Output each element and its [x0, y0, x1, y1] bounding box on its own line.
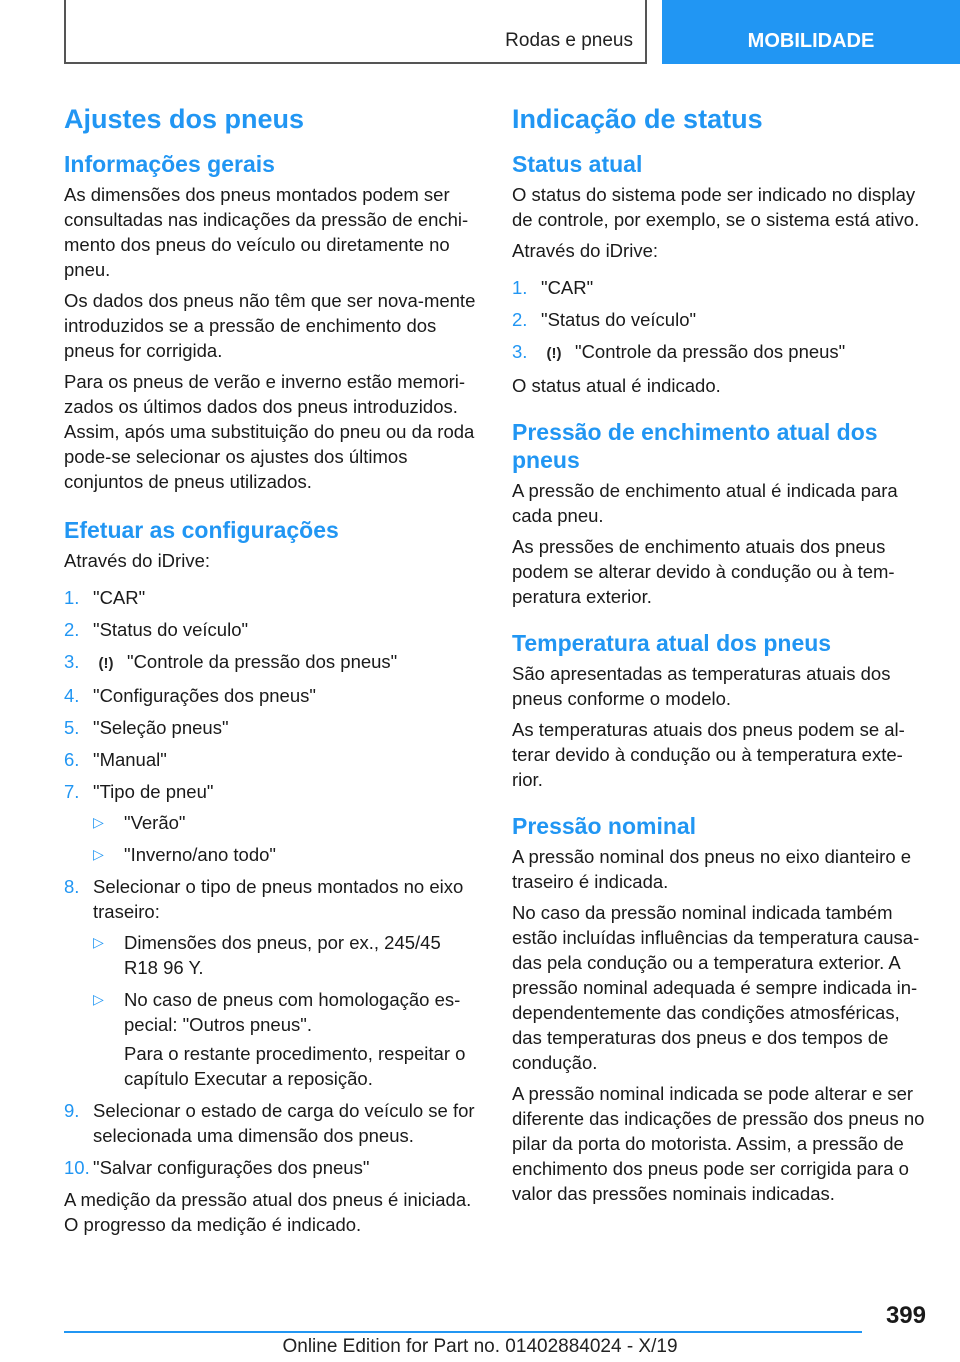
list-item: [64, 649, 478, 676]
header-section-box: [64, 0, 647, 64]
paragraph: No caso da pressão nominal indicada também estão incluídas influências da temperatura causa-das pela condução ou a temperatura exterior. A pressão nominal adequada é sempre indicada in-dependentemente das condições atmosféricas, das temperaturas dos pneus e dos tempos de condução.: [512, 902, 920, 1073]
tire-pressure-warning-icon: (!): [546, 345, 562, 362]
paragraph: Através do iDrive:: [64, 550, 210, 571]
step-number: 8.: [64, 876, 80, 897]
step-number: 7.: [64, 781, 80, 802]
list-item: [512, 275, 926, 300]
step-text: Selecionar o tipo de pneus montados no eixo traseiro:: [93, 876, 464, 922]
list-item: [64, 585, 478, 610]
list-item: [512, 307, 926, 332]
heading-current-status: Status atual: [512, 151, 643, 177]
paragraph: Através do iDrive:: [512, 240, 658, 261]
step-number: 10.: [64, 1157, 90, 1178]
paragraph: As dimensões dos pneus montados podem ser consultadas nas indicações da pressão de enchi-mento dos pneus do veículo ou diretamente no pneu.: [64, 184, 469, 280]
left-column: [64, 96, 478, 1243]
step-text: "CAR": [541, 277, 594, 298]
step-text: "CAR": [93, 587, 146, 608]
step-text: "Controle da pressão dos pneus": [575, 341, 846, 362]
right-column: [512, 96, 926, 1212]
paragraph: Os dados dos pneus não têm que ser nova-mente introduzidos se a pressão de enchimento dos pneus for corrigida.: [64, 290, 476, 361]
header-section-title: Rodas e pneus: [505, 30, 633, 51]
paragraph: A pressão nominal indicada se pode alterar e ser diferente das indicações de pressão dos pneus no pilar da porta do motorista. Assim, a pressão de enchimento dos pneus pode ser corrigida para o valor das pressões nominais indicadas.: [512, 1083, 925, 1204]
paragraph: A pressão nominal dos pneus no eixo dianteiro e traseiro é indicada.: [512, 846, 912, 892]
heading-current-temperature: Temperatura atual dos pneus: [512, 630, 832, 656]
sub-list: [93, 810, 478, 867]
triangle-bullet-icon: ▷: [93, 846, 104, 862]
list-item: [64, 1098, 478, 1148]
step-number: 3.: [64, 651, 80, 672]
step-number: 6.: [64, 749, 80, 770]
list-item: [64, 617, 478, 642]
step-number: 3.: [512, 341, 528, 362]
step-text: "Status do veículo": [541, 309, 697, 330]
list-item: [512, 339, 926, 366]
step-text: Selecionar o estado de carga do veículo se for selecionada uma dimensão dos pneus.: [93, 1100, 475, 1146]
step-number: 1.: [64, 587, 80, 608]
step-text: "Seleção pneus": [93, 717, 229, 738]
triangle-bullet-icon: ▷: [93, 934, 104, 950]
step-number: 2.: [64, 619, 80, 640]
list-item: [64, 1155, 478, 1180]
step-text: "Configurações dos pneus": [93, 685, 316, 706]
list-item: [64, 747, 478, 772]
heading-nominal-pressure: Pressão nominal: [512, 813, 697, 839]
step-number: 2.: [512, 309, 528, 330]
step-text: "Tipo de pneu": [93, 781, 214, 802]
heading-current-pressure: Pressão de enchimento atual dos pneus: [512, 419, 878, 473]
section-title-tire-settings: Ajustes dos pneus: [64, 104, 305, 134]
step-number: 9.: [64, 1100, 80, 1121]
footer-edition-text: Online Edition for Part no. 01402884024 - X/19: [282, 1336, 678, 1357]
paragraph: A medição da pressão atual dos pneus é iniciada. O progresso da medição é indicado.: [64, 1189, 472, 1235]
footer-divider: [64, 1331, 862, 1333]
list-item: [64, 683, 478, 708]
settings-steps-list: [64, 585, 478, 1180]
sub-item-text: "Verão": [124, 812, 186, 833]
paragraph: As temperaturas atuais dos pneus podem se al-terar devido à condução ou à temperatura exte-rior.: [512, 719, 905, 790]
triangle-bullet-icon: ▷: [93, 814, 104, 830]
status-steps-list: [512, 275, 926, 366]
sub-item-text: No caso de pneus com homologação es-pecial: "Outros pneus".: [124, 989, 461, 1035]
sub-list: [93, 930, 478, 1091]
heading-make-settings: Efetuar as configurações: [64, 517, 339, 543]
sub-list-item: [93, 842, 478, 867]
list-item: [64, 715, 478, 740]
triangle-bullet-icon: ▷: [93, 991, 104, 1007]
step-number: 4.: [64, 685, 80, 706]
sub-list-item: [93, 930, 478, 980]
sub-item-text: "Inverno/ano todo": [124, 844, 276, 865]
sub-list-item: [93, 987, 478, 1091]
sub-list-item: [93, 810, 478, 835]
paragraph: São apresentadas as temperaturas atuais dos pneus conforme o modelo.: [512, 663, 891, 709]
list-item: [64, 779, 478, 867]
list-item: [64, 874, 478, 1091]
step-text: "Status do veículo": [93, 619, 249, 640]
paragraph: A pressão de enchimento atual é indicada para cada pneu.: [512, 480, 898, 526]
heading-general-info: Informações gerais: [64, 151, 275, 177]
step-number: 5.: [64, 717, 80, 738]
paragraph: O status do sistema pode ser indicado no display de controle, por exemplo, se o sistema está ativo.: [512, 184, 920, 230]
tire-pressure-warning-icon: (!): [98, 655, 114, 672]
sub-item-text: Dimensões dos pneus, por ex., 245/45 R18 96 Y.: [124, 932, 441, 978]
step-text: "Salvar configurações dos pneus": [93, 1157, 370, 1178]
page-number: 399: [885, 1302, 926, 1329]
sub-item-note: Para o restante procedimento, respeitar o capítulo Executar a reposição.: [124, 1043, 466, 1089]
step-text: "Manual": [93, 749, 167, 770]
section-title-status-display: Indicação de status: [512, 104, 763, 134]
step-text: "Controle da pressão dos pneus": [127, 651, 398, 672]
paragraph: O status atual é indicado.: [512, 375, 721, 396]
step-number: 1.: [512, 277, 528, 298]
paragraph: Para os pneus de verão e inverno estão memori-zados os últimos dados dos pneus introduzidos. Assim, após uma substituição do pneu ou da roda pode-se selecionar os ajustes dos últimos conjuntos de pneus utilizados.: [64, 371, 475, 492]
header-chapter-tab: MOBILIDADE: [662, 0, 960, 64]
paragraph: As pressões de enchimento atuais dos pneus podem se alterar devido à condução ou à tem-peratura exterior.: [512, 536, 895, 607]
